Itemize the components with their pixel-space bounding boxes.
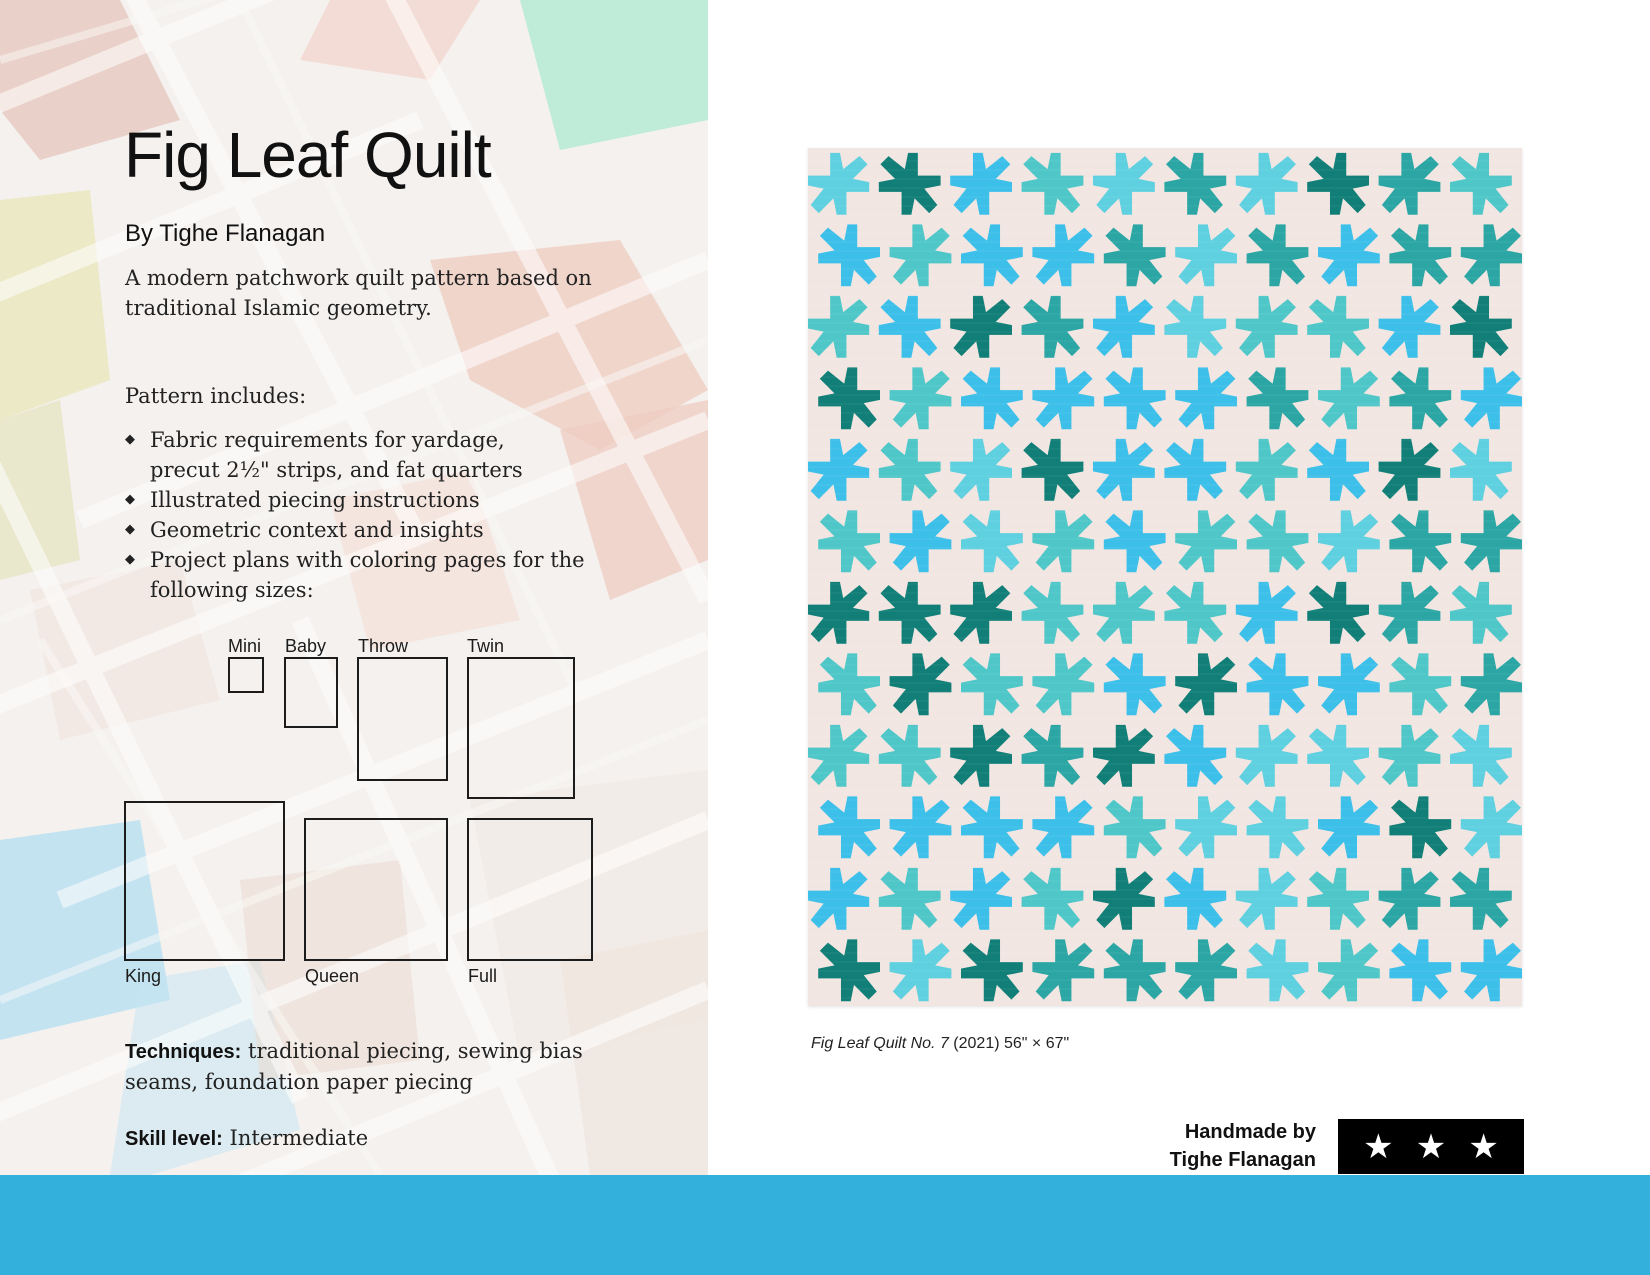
size-label-twin: Twin	[467, 636, 505, 656]
size-label-baby: Baby	[285, 636, 327, 656]
techniques-value: traditional piecing, sewing bias seams, foundation paper piecing	[125, 1039, 583, 1094]
includes-list	[125, 425, 595, 605]
caption-title: Fig Leaf Quilt No. 7	[811, 1035, 949, 1052]
size-box-mini	[228, 657, 264, 693]
size-box-full	[467, 818, 593, 961]
pattern-description: A modern patchwork quilt pattern based on traditional Islamic geometry.	[125, 266, 592, 320]
skill-level-text	[125, 1126, 368, 1151]
list-item-line: following sizes:	[150, 578, 314, 602]
size-label-throw: Throw	[358, 636, 409, 656]
size-label-queen: Queen	[305, 966, 360, 986]
list-item	[125, 545, 595, 605]
bullet-diamond-icon: ◆	[125, 552, 135, 567]
size-box-twin	[467, 657, 575, 799]
includes-heading: Pattern includes:	[125, 384, 307, 408]
size-label-mini: Mini	[228, 636, 262, 656]
skill-level-value: Intermediate	[229, 1126, 369, 1150]
list-item-line: precut 2½" strips, and fat quarters	[150, 458, 523, 482]
photo-caption	[811, 1035, 1069, 1053]
list-item-line: Illustrated piecing instructions	[150, 488, 480, 512]
list-item	[125, 425, 595, 485]
page-title: Fig Leaf Quilt	[124, 119, 491, 191]
list-item-line: Project plans with coloring pages for the	[150, 548, 585, 572]
footer-band	[0, 1175, 1650, 1275]
size-box-queen	[304, 818, 448, 961]
size-box-baby	[284, 657, 338, 728]
quilt-photo	[808, 148, 1522, 1006]
handmade-line: Handmade by	[1184, 1121, 1316, 1143]
size-label-full: Full	[468, 966, 498, 986]
skill-level-label: Skill level:	[125, 1128, 223, 1150]
size-box-king	[124, 801, 285, 961]
cover-panel	[0, 0, 708, 1175]
bullet-diamond-icon: ◆	[125, 522, 135, 537]
techniques-text	[125, 1036, 595, 1097]
size-box-throw	[357, 657, 448, 781]
caption-detail: (2021) 56" × 67"	[953, 1035, 1070, 1052]
handmade-by-label	[1100, 1118, 1316, 1174]
bullet-diamond-icon: ◆	[125, 432, 135, 447]
star-icon: ★	[1363, 1126, 1394, 1167]
author-line: By Tighe Flanagan	[125, 220, 326, 247]
list-item	[125, 485, 595, 515]
size-label-king: King	[125, 966, 162, 986]
list-item	[125, 515, 595, 545]
list-item-line: Geometric context and insights	[150, 518, 484, 542]
star-icon: ★	[1468, 1126, 1499, 1167]
bullet-diamond-icon: ◆	[125, 492, 135, 507]
techniques-label: Techniques:	[125, 1041, 242, 1063]
maker-name: Tighe Flanagan	[1169, 1149, 1316, 1171]
list-item-line: Fabric requirements for yardage,	[150, 428, 505, 452]
star-badge	[1338, 1119, 1524, 1174]
star-icon: ★	[1415, 1126, 1447, 1167]
cover-content	[0, 0, 708, 1175]
